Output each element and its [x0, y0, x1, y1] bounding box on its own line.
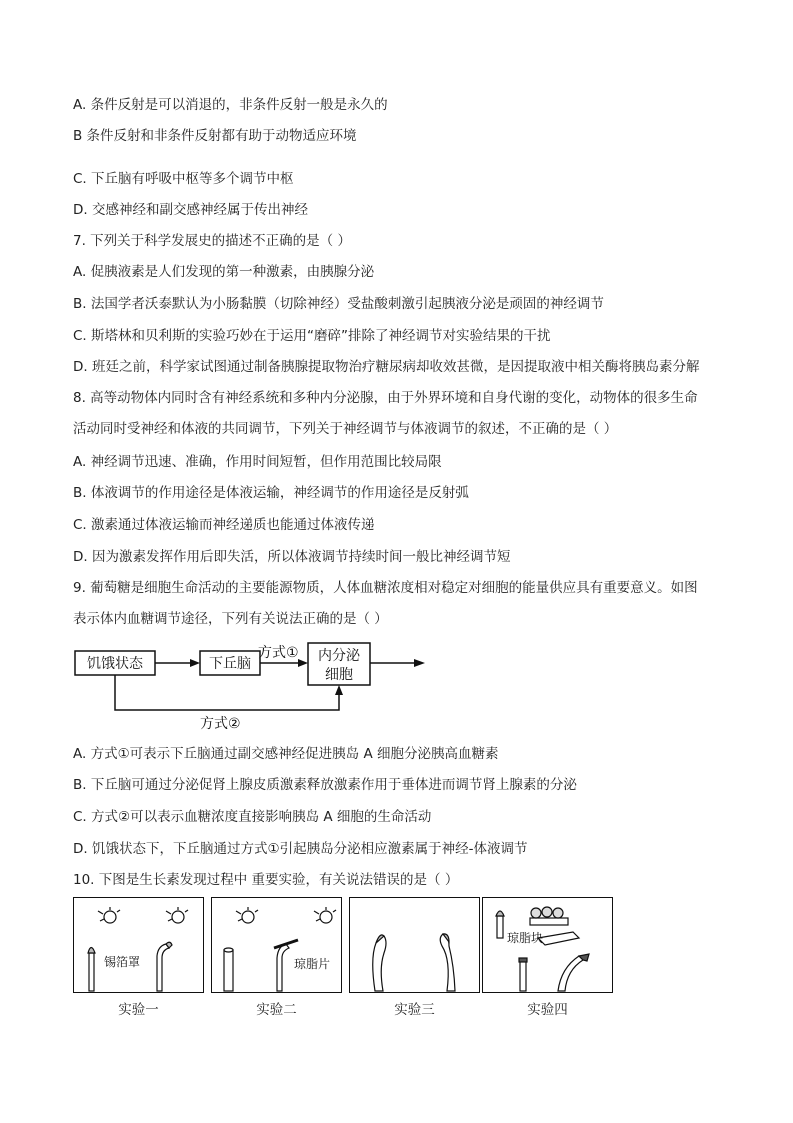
arrowhead-2 — [298, 659, 308, 667]
blood-glucose-regulation-diagram — [70, 640, 430, 735]
way-2-label: 方式② — [200, 716, 241, 732]
text-line: 活动同时受神经和体液的共同调节，下列关于神经调节与体液调节的叙述，不正确的是（ ） — [73, 421, 618, 437]
text-line: B. 法国学者沃泰默认为小肠黏膜（切除神经）受盐酸刺激引起胰液分泌是顽固的神经调节 — [73, 296, 604, 312]
caption-experiment-3: 实验三 — [394, 1002, 435, 1018]
light-icon — [236, 907, 336, 923]
arrowhead-1 — [190, 659, 200, 667]
text-line: 9. 葡萄糖是细胞生命活动的主要能源物质，人体血糖浓度相对稳定对细胞的能量供应具有重要意义。如图 — [73, 580, 698, 596]
agar-sheet-label: 琼脂片 — [294, 957, 331, 971]
text-line: D. 交感神经和副交感神经属于传出神经 — [73, 202, 308, 218]
coleoptile-icon — [496, 907, 589, 991]
arrowhead-way-2 — [335, 685, 343, 695]
experiment-1-panel — [73, 897, 204, 993]
text-line: C. 激素通过体液运输而神经递质也能通过体液传递 — [73, 517, 375, 533]
experiment-4-panel — [482, 897, 613, 993]
text-line: C. 下丘脑有呼吸中枢等多个调节中枢 — [73, 171, 294, 187]
text-line: A. 条件反射是可以消退的，非条件反射一般是永久的 — [73, 97, 388, 113]
text-line: 10. 下图是生长素发现过程中 重要实验，有关说法错误的是（ ） — [73, 872, 459, 888]
text-line: D. 饥饿状态下，下丘脑通过方式①引起胰岛分泌相应激素属于神经-体液调节 — [73, 841, 528, 857]
experiment-2-panel — [211, 897, 342, 993]
text-line: 8. 高等动物体内同时含有神经系统和多种内分泌腺，由于外界环境和自身代谢的变化，动物体的很多生命 — [73, 390, 698, 406]
box-hypothalamus-label: 下丘脑 — [209, 656, 251, 672]
coleoptile-icon — [224, 940, 298, 991]
text-line: B. 下丘脑可通过分泌促肾上腺皮质激素释放激素作用于垂体进而调节肾上腺素的分泌 — [73, 777, 577, 793]
text-line: 表示体内血糖调节途径，下列有关说法正确的是（ ） — [73, 611, 388, 627]
text-line: D. 因为激素发挥作用后即失活，所以体液调节持续时间一般比神经调节短 — [73, 549, 511, 565]
text-line: D. 班廷之前，科学家试图通过制备胰腺提取物治疗糖尿病却收效甚微，是因提取液中相关酶将胰岛素分解 — [73, 359, 700, 375]
text-line: A. 神经调节迅速、准确，作用时间短暂，但作用范围比较局限 — [73, 454, 442, 470]
caption-experiment-1: 实验一 — [118, 1002, 159, 1018]
agar-block-label: 琼脂块 — [507, 931, 544, 945]
text-line: A. 方式①可表示下丘脑通过副交感神经促进胰岛 A 细胞分泌胰高血糖素 — [73, 746, 499, 762]
arrowhead-out — [414, 659, 425, 667]
text-line: A. 促胰液素是人们发现的第一种激素，由胰腺分泌 — [73, 264, 375, 280]
way-1-label: 方式① — [258, 645, 299, 661]
experiment-3-panel — [349, 897, 480, 993]
foil-cover-label: 锡箔罩 — [104, 955, 141, 969]
text-line: C. 方式②可以表示血糖浓度直接影响胰岛 A 细胞的生命活动 — [73, 809, 432, 825]
box-hunger-state-label: 饥饿状态 — [87, 656, 143, 672]
box-endocrine-cell-label-2: 细胞 — [325, 667, 353, 683]
way-2-path — [115, 675, 339, 710]
text-line: 7. 下列关于科学发展史的描述不正确的是（ ） — [73, 233, 351, 249]
light-icon — [98, 907, 188, 923]
text-line: B 条件反射和非条件反射都有助于动物适应环境 — [73, 128, 357, 144]
box-endocrine-cell-label-1: 内分泌 — [318, 648, 360, 664]
text-line: C. 斯塔林和贝利斯的实验巧妙在于运用“磨碎”排除了神经调节对实验结果的干扰 — [73, 328, 551, 344]
caption-experiment-4: 实验四 — [527, 1002, 568, 1018]
coleoptile-icon — [373, 934, 455, 991]
text-line: B. 体液调节的作用途径是体液运输，神经调节的作用途径是反射弧 — [73, 485, 469, 501]
caption-experiment-2: 实验二 — [256, 1002, 297, 1018]
